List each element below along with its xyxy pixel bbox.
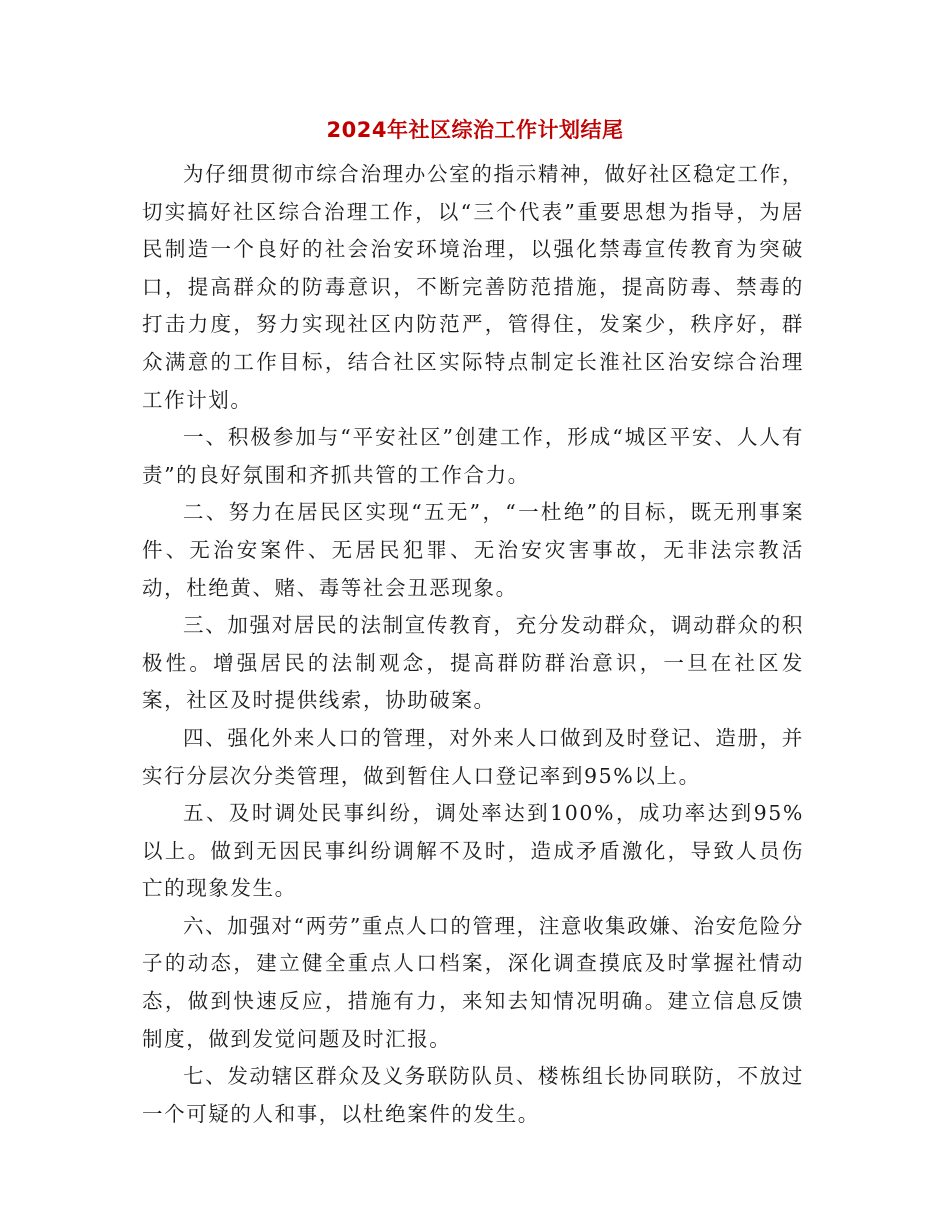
paragraph-item-7: 七、发动辖区群众及义务联防队员、楼栋组长协同联防，不放过一个可疑的人和事，以杜绝案件的发生。 (142, 1064, 804, 1126)
paragraph-item-1: 一、积极参加与“平安社区”创建工作，形成“城区平安、人人有责”的良好氛围和齐抓共管的工作合力。 (142, 425, 804, 487)
paragraph-intro: 为仔细贯彻市综合治理办公室的指示精神，做好社区稳定工作，切实搞好社区综合治理工作，以“三个代表”重要思想为指导，为居民制造一个良好的社会治安环境治理，以强化禁毒宣传教育为突破口，提高群众的防毒意识，不断完善防范措施，提高防毒、禁毒的打击力度，努力实现社区内防范严，管得住，发案少，秩序好，群众满意的工作目标，结合社区实际特点制定长淮社区治安综合治理工作计划。 (142, 162, 804, 412)
paragraph-item-5: 五、及时调处民事纠纷，调处率达到100%，成功率达到95%以上。做到无因民事纠纷调解不及时，造成矛盾激化，导致人员伤亡的现象发生。 (142, 801, 804, 901)
document-body (142, 156, 804, 1133)
paragraph-item-4: 四、强化外来人口的管理，对外来人口做到及时登记、造册，并实行分层次分类管理，做到暂住人口登记率到95%以上。 (142, 725, 804, 788)
paragraph-item-3: 三、加强对居民的法制宣传教育，充分发动群众，调动群众的积极性。增强居民的法制观念，提高群防群治意识，一旦在社区发案，社区及时提供线索，协助破案。 (142, 613, 804, 713)
paragraph-item-6: 六、加强对“两劳”重点人口的管理，注意收集政嫌、治安危险分子的动态，建立健全重点人口档案，深化调查摸底及时掌握社情动态，做到快速反应，措施有力，来知去知情况明确。建立信息反馈制度，做到发觉问题及时汇报。 (142, 913, 804, 1051)
document-title: 2024年社区综治工作计划结尾 (326, 118, 624, 142)
paragraph-item-2: 二、努力在居民区实现“五无”，“一杜绝”的目标，既无刑事案件、无治安案件、无居民犯罪、无治安灾害事故，无非法宗教活动，杜绝黄、赌、毒等社会丑恶现象。 (142, 500, 804, 600)
